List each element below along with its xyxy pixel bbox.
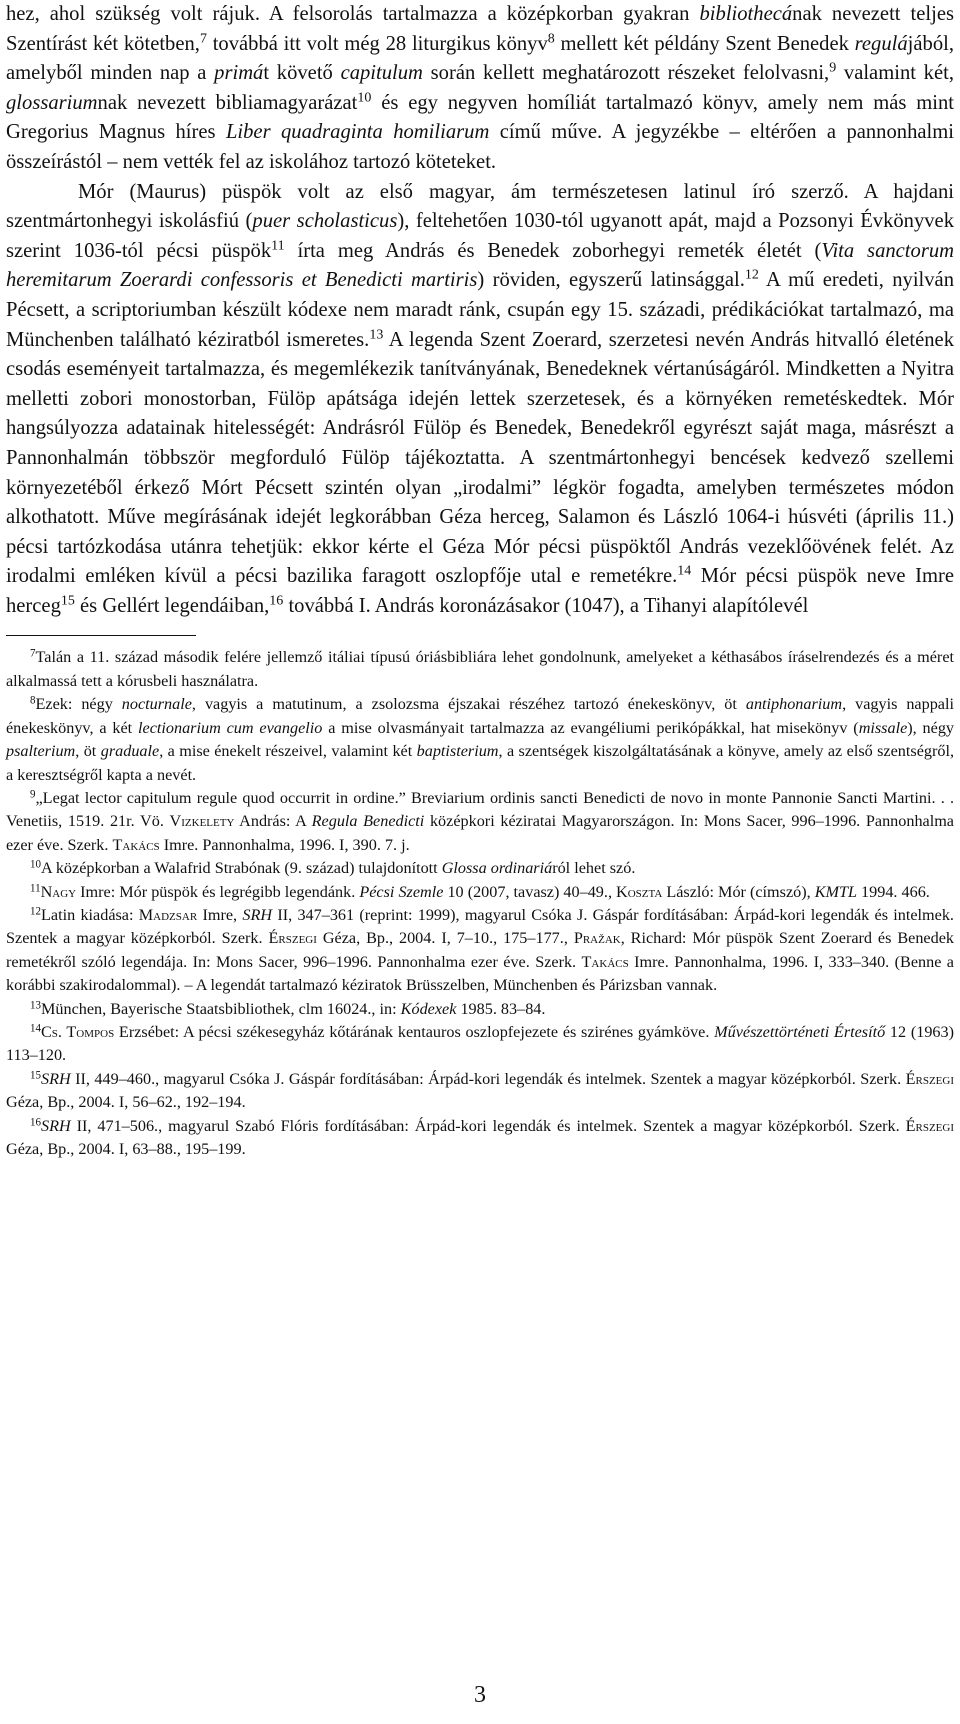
- author-surname: Cs. Tompos: [41, 1022, 115, 1041]
- text-run: , vagyis a matutinum, a zsolozsma éjszakai részéhez tartozó énekeskönyv, öt: [191, 695, 746, 714]
- italic-text: antiphonarium: [745, 695, 843, 714]
- italic-text: Liber quadraginta homiliarum: [225, 121, 490, 144]
- author-surname: Madzsar: [138, 905, 198, 924]
- footnote-ref: 10: [357, 90, 372, 106]
- text-run: , a mise énekelt részeivel, valamint két: [159, 742, 417, 761]
- author-surname: Takács: [581, 952, 629, 971]
- text-run: A legenda Szent Zoerard, szerzetesi nevén András hitvalló életének csodás eseményeit tartalmazza, és megemlékezik tanítványának, Benedeknek vértanúságáról. Mindketten a Nyitra melletti zobori monostorban, Fülöp apátsága idején lettek szerzetesek, és a környéken remetéskedtek. Mór hangsúlyozza adatainak hitelességét: Andrásról Fülöp és Benedek, Benedekről egyrészt saját maga, másrészt a Pannonhalmán többször megforduló Fülöp tájékoztatta. A szentmártonhegyi bencések kedvező szellemi környezetéből érkező Mórt Pécsett szintén olyan „irodalmi” légkör fogadta, amelyben természetes módon alkothatott. Műve megírásának idejét legkorábban Géza herceg, Salamon és László 1064-i húsvéti (április 11.) pécsi tartózkodása utánra tehetjük: ekkor kérte el Géza Mór pécsi püspöktől András vezeklőövének felét. Az irodalmi emléken kívül a pécsi bazilika faragott oszlopfője utal e remetékre.: [6, 328, 954, 588]
- text-run: „Legat lector capitulum regule quod occurrit in ordine.” Breviarium ordinis sancti Benedicti de novo in monte Pannonie Sancti Martini. . . Venetiis, 1519. 21r. Vö.: [6, 788, 954, 831]
- text-run: II, 347–361 (reprint: 1999), magyarul Csóka J. Gáspár fordításában: Árpád-kori legendák és intelmek. Szentek a magyar középkorból. Szerk.: [6, 905, 954, 948]
- text-run: , vagyis nappali énekeskönyv, a két: [6, 695, 954, 737]
- footnote-ref: 12: [30, 905, 41, 918]
- footnote: [6, 1068, 954, 1115]
- italic-text: nocturnale: [121, 695, 192, 714]
- text-run: nak nevezett bibliamagyarázat: [97, 91, 358, 114]
- text-run: Mór pécsi püspök neve Imre herceg: [6, 565, 954, 617]
- text-run: Latin kiadása:: [41, 905, 139, 924]
- text-run: és egy negyven homíliát tartalmazó könyv, amely nem más mint Gregorius Magnus híres: [6, 91, 954, 144]
- author-surname: Érszegi: [905, 1116, 954, 1135]
- text-run: 1985. 83–84.: [456, 999, 546, 1018]
- author-surname: Nagy: [40, 882, 77, 901]
- text-run: II, 449–460., magyarul Csóka J. Gáspár fordításában: Árpád-kori legendák és intelmek. Szentek a magyar középkorból. Szerk.: [70, 1069, 906, 1088]
- italic-text: puer scholasticus: [252, 210, 398, 233]
- footnote-ref: 9: [829, 60, 837, 76]
- text-run: Imre. Pannonhalma, 1996. I, 390. 7. j.: [159, 835, 410, 854]
- footnote-ref: 11: [30, 881, 41, 894]
- italic-text: KMTL: [814, 882, 857, 901]
- text-run: t követő: [263, 62, 341, 85]
- italic-text: baptisterium: [416, 742, 499, 761]
- document-page: [6, 0, 954, 1161]
- italic-text: Pécsi Szemle: [359, 882, 444, 901]
- text-run: , a szentségek kiszolgáltatásának a könyve, amely az első szentségről, a keresztségről kapta a nevét.: [6, 742, 955, 784]
- italic-text: primá: [214, 62, 264, 85]
- author-surname: Takács: [112, 835, 160, 854]
- text-run: Ezek: négy: [35, 695, 122, 714]
- footnote-ref: 10: [30, 858, 41, 871]
- text-run: ) röviden, egyszerű latinsággal.: [477, 269, 745, 292]
- text-run: Erzsébet: A pécsi székesegyház kőtárának kentauros oszlopfejezete és szirénes gyámköve.: [114, 1022, 715, 1041]
- text-run: Géza, Bp., 2004. I, 63–88., 195–199.: [6, 1140, 246, 1158]
- text-run: Mór (Maurus) püspök volt az első magyar, ám természetesen latinul író szerző. A hajdani szentmártonhegyi iskolásfiú (: [6, 180, 954, 233]
- footnote-ref: 11: [271, 238, 285, 254]
- italic-text: SRH: [41, 1069, 71, 1088]
- text-run: 12 (1963) 113–120.: [6, 1022, 955, 1065]
- italic-text: Vita sanctorum heremitarum Zoerardi confessoris et Benedicti martiris: [6, 239, 955, 292]
- text-run: valamint két,: [836, 62, 954, 85]
- footnote-ref: 13: [30, 998, 41, 1011]
- footnote: [6, 646, 954, 693]
- italic-text: bibliothecá: [699, 3, 793, 25]
- text-run: című műve. A jegyzékbe – eltérően a pannonhalmi összeírástól – nem vették fel az iskolához tartozó köteteket.: [6, 121, 954, 173]
- footnote: [6, 1115, 954, 1162]
- paragraph-bishop-maurus: [6, 178, 954, 622]
- text-run: A középkorban a Walafrid Strabónak (9. század) tulajdonított: [41, 859, 442, 878]
- text-run: mellett két példány Szent Benedek: [554, 32, 855, 55]
- text-run: , Richard: Mór püspök Szent Zoerard és Benedek remetékről szóló legendája. In: Mons Sacer, 996–1996. Pannonhalma ezer éve. Szerk.: [6, 929, 954, 971]
- footnote-ref: 14: [30, 1022, 41, 1035]
- footnote-ref: 12: [744, 268, 759, 284]
- footnote-ref: 7: [199, 31, 207, 47]
- text-run: László: Mór (címszó),: [662, 882, 815, 901]
- text-run: Géza, Bp., 2004. I, 56–62., 192–194.: [6, 1093, 246, 1112]
- text-run: ról lehet szó.: [552, 859, 636, 878]
- italic-text: missale: [858, 718, 908, 737]
- text-run: Géza, Bp., 2004. I, 7–10., 175–177.,: [316, 929, 574, 948]
- footnotes: [6, 646, 954, 1161]
- text-run: hez, ahol szükség volt rájuk. A felsorolás tartalmazza a középkorban gyakran: [6, 3, 700, 25]
- footnote-ref: 15: [60, 593, 75, 609]
- footnote: [6, 693, 954, 787]
- author-surname: Érszegi: [268, 929, 317, 948]
- text-run: München, Bayerische Staatsbibliothek, clm 16024., in:: [41, 999, 401, 1018]
- italic-text: graduale: [100, 742, 160, 761]
- paragraph-library-list: [6, 0, 954, 178]
- footnote: [6, 857, 954, 880]
- text-run: nak nevezett teljes Szentírást két kötetben,: [6, 3, 954, 55]
- text-run: jából, amelyből minden nap a: [6, 32, 954, 85]
- author-surname: Koszta: [616, 882, 663, 901]
- footnote-ref: 14: [677, 564, 692, 579]
- italic-text: glossarium: [6, 91, 98, 114]
- italic-text: SRH: [41, 1116, 71, 1135]
- text-run: II, 471–506., magyarul Szabó Flóris fordításában: Árpád-kori legendák és intelmek. Szentek a magyar középkorból. Szerk.: [70, 1116, 906, 1135]
- text-run: középkori kéziratai Magyarországon. In: Mons Sacer, 996–1996. Pannonhalma ezer éve. Szerk.: [6, 812, 954, 854]
- text-run: során kellett meghatározott részeket felolvasni,: [422, 62, 830, 85]
- text-run: A mű eredeti, nyilván Pécsett, a scriptoriumban készült kódexe nem maradt ránk, csupán egy 15. századi, prédikációkat tartalmazó, ma Münchenben található kéziratból ismeretes.: [6, 269, 954, 351]
- text-run: továbbá itt volt még 28 liturgikus könyv: [206, 32, 548, 55]
- text-run: 10 (2007, tavasz) 40–49.,: [443, 882, 617, 901]
- main-text: [6, 0, 954, 621]
- text-run: a mise olvasmányait tartalmazza az evangéliumi perikópákkal, hat misekönyv (: [322, 718, 859, 737]
- author-surname: Vizkelety: [169, 812, 235, 831]
- footnote-ref: 8: [30, 694, 36, 707]
- footnote-ref: 7: [30, 647, 36, 660]
- text-run: és Gellért legendáiban,: [74, 594, 270, 617]
- text-run: Imre: Mór püspök és legrégibb legendánk.: [76, 882, 360, 901]
- text-run: ), négy: [907, 718, 955, 737]
- footnote-separator: [6, 635, 196, 636]
- footnote: [6, 881, 954, 904]
- footnote-ref: 8: [547, 31, 555, 47]
- text-run: írta meg András és Benedek zoborhegyi remeték életét (: [284, 239, 822, 262]
- footnote: [6, 904, 954, 998]
- author-surname: Érszegi: [905, 1069, 954, 1088]
- footnote-ref: 9: [30, 788, 36, 801]
- text-run: Imre. Pannonhalma, 1996. I, 333–340. (Benne a korábbi szakirodalommal). – A legendát tartalmazó kéziratok Brüsszelben, Münchenben és Párizsban vannak.: [6, 952, 954, 995]
- italic-text: lectionarium cum evangelio: [138, 718, 323, 737]
- author-surname: Pražak: [573, 929, 621, 948]
- italic-text: SRH: [242, 905, 273, 924]
- italic-text: psalterium: [6, 742, 76, 761]
- footnote: [6, 787, 954, 857]
- italic-text: Kódexek: [400, 999, 457, 1018]
- footnote-ref: 16: [269, 593, 284, 609]
- italic-text: Művészettörténeti Értesítő: [714, 1022, 886, 1041]
- page-number: 3: [474, 1682, 486, 1708]
- text-run: Talán a 11. század második felére jellemző itáliai típusú óriásbibliára lehet gondolnunk, amelyeket a kéthasábos íráselrendezés és a méret alkalmassá tett a kórusbeli használatra.: [6, 648, 954, 690]
- footnote-ref: 16: [30, 1115, 41, 1128]
- text-run: 1994. 466.: [857, 882, 930, 901]
- footnote-ref: 15: [30, 1069, 41, 1082]
- italic-text: capitulum: [340, 62, 423, 85]
- footnote: [6, 998, 954, 1021]
- italic-text: Glossa ordinariá: [441, 859, 553, 878]
- italic-text: regulá: [854, 32, 908, 55]
- text-run: , öt: [75, 742, 101, 761]
- footnote: [6, 1021, 954, 1068]
- text-run: András: A: [234, 812, 312, 831]
- italic-text: Regula Benedicti: [311, 812, 425, 831]
- text-run: továbbá I. András koronázásakor (1047), a Tihanyi alapítólevél: [283, 594, 809, 617]
- text-run: Imre,: [197, 905, 243, 924]
- text-run: ), feltehetően 1030-tól ugyanott apát, majd a Pozsonyi Évkönyvek szerint 1036-tól pécsi püspök: [6, 210, 954, 262]
- footnote-ref: 13: [369, 327, 384, 343]
